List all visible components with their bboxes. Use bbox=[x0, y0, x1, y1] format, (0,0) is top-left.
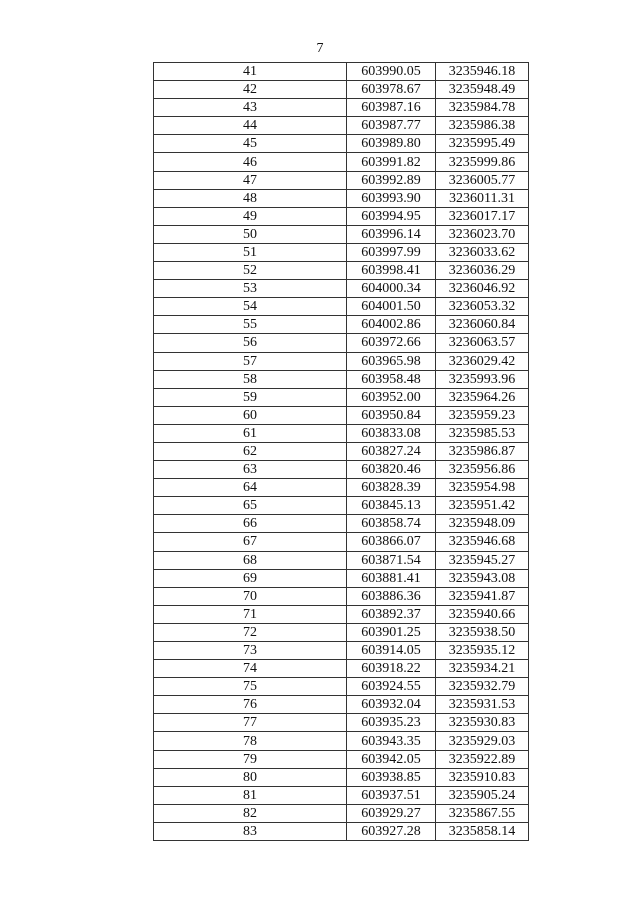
point-number-cell: 46 bbox=[154, 153, 347, 171]
table-row bbox=[154, 424, 529, 442]
table-row bbox=[154, 388, 529, 406]
y-coordinate-cell: 3236046.92 bbox=[436, 280, 529, 298]
x-coordinate-cell: 603924.55 bbox=[347, 678, 436, 696]
x-coordinate-cell: 603914.05 bbox=[347, 642, 436, 660]
x-coordinate-cell: 603845.13 bbox=[347, 497, 436, 515]
point-number-cell: 78 bbox=[154, 732, 347, 750]
y-coordinate-cell: 3236053.32 bbox=[436, 298, 529, 316]
y-coordinate-cell: 3235934.21 bbox=[436, 660, 529, 678]
y-coordinate-cell: 3235985.53 bbox=[436, 424, 529, 442]
x-coordinate-cell: 603866.07 bbox=[347, 533, 436, 551]
x-coordinate-cell: 604001.50 bbox=[347, 298, 436, 316]
table-row bbox=[154, 479, 529, 497]
table-row bbox=[154, 696, 529, 714]
y-coordinate-cell: 3236063.57 bbox=[436, 334, 529, 352]
x-coordinate-cell: 603929.27 bbox=[347, 804, 436, 822]
point-number-cell: 42 bbox=[154, 81, 347, 99]
table-row bbox=[154, 352, 529, 370]
table-row bbox=[154, 316, 529, 334]
table-row bbox=[154, 768, 529, 786]
x-coordinate-cell: 603871.54 bbox=[347, 551, 436, 569]
point-number-cell: 71 bbox=[154, 605, 347, 623]
table-row bbox=[154, 99, 529, 117]
x-coordinate-cell: 603901.25 bbox=[347, 623, 436, 641]
point-number-cell: 45 bbox=[154, 135, 347, 153]
x-coordinate-cell: 603935.23 bbox=[347, 714, 436, 732]
point-number-cell: 63 bbox=[154, 461, 347, 479]
x-coordinate-cell: 603827.24 bbox=[347, 442, 436, 460]
y-coordinate-cell: 3235946.68 bbox=[436, 533, 529, 551]
y-coordinate-cell: 3235956.86 bbox=[436, 461, 529, 479]
y-coordinate-cell: 3235929.03 bbox=[436, 732, 529, 750]
y-coordinate-cell: 3236023.70 bbox=[436, 225, 529, 243]
coordinates-table-body bbox=[154, 63, 529, 841]
y-coordinate-cell: 3236017.17 bbox=[436, 207, 529, 225]
y-coordinate-cell: 3235943.08 bbox=[436, 569, 529, 587]
table-row bbox=[154, 442, 529, 460]
y-coordinate-cell: 3235905.24 bbox=[436, 786, 529, 804]
table-row bbox=[154, 533, 529, 551]
point-number-cell: 68 bbox=[154, 551, 347, 569]
x-coordinate-cell: 603820.46 bbox=[347, 461, 436, 479]
point-number-cell: 56 bbox=[154, 334, 347, 352]
table-row bbox=[154, 623, 529, 641]
table-row bbox=[154, 678, 529, 696]
x-coordinate-cell: 603987.77 bbox=[347, 117, 436, 135]
table-row bbox=[154, 822, 529, 840]
point-number-cell: 52 bbox=[154, 262, 347, 280]
x-coordinate-cell: 603886.36 bbox=[347, 587, 436, 605]
point-number-cell: 82 bbox=[154, 804, 347, 822]
point-number-cell: 79 bbox=[154, 750, 347, 768]
y-coordinate-cell: 3235954.98 bbox=[436, 479, 529, 497]
x-coordinate-cell: 603972.66 bbox=[347, 334, 436, 352]
point-number-cell: 67 bbox=[154, 533, 347, 551]
y-coordinate-cell: 3235931.53 bbox=[436, 696, 529, 714]
table-row bbox=[154, 786, 529, 804]
table-row bbox=[154, 569, 529, 587]
y-coordinate-cell: 3235995.49 bbox=[436, 135, 529, 153]
point-number-cell: 66 bbox=[154, 515, 347, 533]
y-coordinate-cell: 3235986.38 bbox=[436, 117, 529, 135]
y-coordinate-cell: 3235930.83 bbox=[436, 714, 529, 732]
y-coordinate-cell: 3235935.12 bbox=[436, 642, 529, 660]
table-row bbox=[154, 732, 529, 750]
y-coordinate-cell: 3236036.29 bbox=[436, 262, 529, 280]
x-coordinate-cell: 603952.00 bbox=[347, 388, 436, 406]
point-number-cell: 48 bbox=[154, 189, 347, 207]
x-coordinate-cell: 604002.86 bbox=[347, 316, 436, 334]
y-coordinate-cell: 3236011.31 bbox=[436, 189, 529, 207]
x-coordinate-cell: 603881.41 bbox=[347, 569, 436, 587]
x-coordinate-cell: 603943.35 bbox=[347, 732, 436, 750]
x-coordinate-cell: 603994.95 bbox=[347, 207, 436, 225]
point-number-cell: 75 bbox=[154, 678, 347, 696]
table-row bbox=[154, 135, 529, 153]
table-row bbox=[154, 461, 529, 479]
point-number-cell: 69 bbox=[154, 569, 347, 587]
table-row bbox=[154, 243, 529, 261]
table-row bbox=[154, 153, 529, 171]
point-number-cell: 59 bbox=[154, 388, 347, 406]
y-coordinate-cell: 3235867.55 bbox=[436, 804, 529, 822]
table-row bbox=[154, 497, 529, 515]
y-coordinate-cell: 3235922.89 bbox=[436, 750, 529, 768]
page-number: 7 bbox=[316, 41, 324, 56]
y-coordinate-cell: 3235959.23 bbox=[436, 406, 529, 424]
point-number-cell: 62 bbox=[154, 442, 347, 460]
table-row bbox=[154, 207, 529, 225]
x-coordinate-cell: 603918.22 bbox=[347, 660, 436, 678]
point-number-cell: 80 bbox=[154, 768, 347, 786]
y-coordinate-cell: 3235938.50 bbox=[436, 623, 529, 641]
y-coordinate-cell: 3235993.96 bbox=[436, 370, 529, 388]
point-number-cell: 50 bbox=[154, 225, 347, 243]
y-coordinate-cell: 3235999.86 bbox=[436, 153, 529, 171]
table-row bbox=[154, 280, 529, 298]
table-row bbox=[154, 63, 529, 81]
table-row bbox=[154, 605, 529, 623]
table-row bbox=[154, 370, 529, 388]
x-coordinate-cell: 603993.90 bbox=[347, 189, 436, 207]
y-coordinate-cell: 3235984.78 bbox=[436, 99, 529, 117]
table-row bbox=[154, 171, 529, 189]
y-coordinate-cell: 3235858.14 bbox=[436, 822, 529, 840]
point-number-cell: 41 bbox=[154, 63, 347, 81]
x-coordinate-cell: 603978.67 bbox=[347, 81, 436, 99]
y-coordinate-cell: 3236029.42 bbox=[436, 352, 529, 370]
x-coordinate-cell: 603892.37 bbox=[347, 605, 436, 623]
table-row bbox=[154, 551, 529, 569]
x-coordinate-cell: 603950.84 bbox=[347, 406, 436, 424]
x-coordinate-cell: 603992.89 bbox=[347, 171, 436, 189]
point-number-cell: 61 bbox=[154, 424, 347, 442]
table-row bbox=[154, 642, 529, 660]
y-coordinate-cell: 3235948.49 bbox=[436, 81, 529, 99]
y-coordinate-cell: 3236060.84 bbox=[436, 316, 529, 334]
point-number-cell: 60 bbox=[154, 406, 347, 424]
y-coordinate-cell: 3235946.18 bbox=[436, 63, 529, 81]
coordinates-table bbox=[153, 62, 529, 841]
x-coordinate-cell: 603942.05 bbox=[347, 750, 436, 768]
point-number-cell: 57 bbox=[154, 352, 347, 370]
x-coordinate-cell: 603937.51 bbox=[347, 786, 436, 804]
x-coordinate-cell: 603927.28 bbox=[347, 822, 436, 840]
point-number-cell: 65 bbox=[154, 497, 347, 515]
point-number-cell: 64 bbox=[154, 479, 347, 497]
point-number-cell: 43 bbox=[154, 99, 347, 117]
y-coordinate-cell: 3235951.42 bbox=[436, 497, 529, 515]
point-number-cell: 44 bbox=[154, 117, 347, 135]
point-number-cell: 55 bbox=[154, 316, 347, 334]
x-coordinate-cell: 603998.41 bbox=[347, 262, 436, 280]
y-coordinate-cell: 3235932.79 bbox=[436, 678, 529, 696]
y-coordinate-cell: 3236005.77 bbox=[436, 171, 529, 189]
table-row bbox=[154, 804, 529, 822]
x-coordinate-cell: 603828.39 bbox=[347, 479, 436, 497]
point-number-cell: 83 bbox=[154, 822, 347, 840]
table-row bbox=[154, 714, 529, 732]
x-coordinate-cell: 603833.08 bbox=[347, 424, 436, 442]
point-number-cell: 73 bbox=[154, 642, 347, 660]
point-number-cell: 49 bbox=[154, 207, 347, 225]
x-coordinate-cell: 603989.80 bbox=[347, 135, 436, 153]
y-coordinate-cell: 3235964.26 bbox=[436, 388, 529, 406]
x-coordinate-cell: 603987.16 bbox=[347, 99, 436, 117]
point-number-cell: 76 bbox=[154, 696, 347, 714]
x-coordinate-cell: 603996.14 bbox=[347, 225, 436, 243]
table-row bbox=[154, 750, 529, 768]
y-coordinate-cell: 3235948.09 bbox=[436, 515, 529, 533]
y-coordinate-cell: 3235941.87 bbox=[436, 587, 529, 605]
table-row bbox=[154, 334, 529, 352]
table-row bbox=[154, 81, 529, 99]
point-number-cell: 74 bbox=[154, 660, 347, 678]
point-number-cell: 81 bbox=[154, 786, 347, 804]
table-row bbox=[154, 660, 529, 678]
y-coordinate-cell: 3236033.62 bbox=[436, 243, 529, 261]
x-coordinate-cell: 603932.04 bbox=[347, 696, 436, 714]
table-row bbox=[154, 406, 529, 424]
x-coordinate-cell: 603958.48 bbox=[347, 370, 436, 388]
x-coordinate-cell: 604000.34 bbox=[347, 280, 436, 298]
x-coordinate-cell: 603997.99 bbox=[347, 243, 436, 261]
table-row bbox=[154, 225, 529, 243]
table-row bbox=[154, 587, 529, 605]
point-number-cell: 77 bbox=[154, 714, 347, 732]
table-row bbox=[154, 515, 529, 533]
table-row bbox=[154, 189, 529, 207]
point-number-cell: 70 bbox=[154, 587, 347, 605]
y-coordinate-cell: 3235910.83 bbox=[436, 768, 529, 786]
point-number-cell: 47 bbox=[154, 171, 347, 189]
table-row bbox=[154, 117, 529, 135]
y-coordinate-cell: 3235986.87 bbox=[436, 442, 529, 460]
x-coordinate-cell: 603990.05 bbox=[347, 63, 436, 81]
point-number-cell: 54 bbox=[154, 298, 347, 316]
table-row bbox=[154, 262, 529, 280]
x-coordinate-cell: 603938.85 bbox=[347, 768, 436, 786]
x-coordinate-cell: 603965.98 bbox=[347, 352, 436, 370]
table-row bbox=[154, 298, 529, 316]
point-number-cell: 58 bbox=[154, 370, 347, 388]
point-number-cell: 72 bbox=[154, 623, 347, 641]
x-coordinate-cell: 603991.82 bbox=[347, 153, 436, 171]
y-coordinate-cell: 3235945.27 bbox=[436, 551, 529, 569]
point-number-cell: 53 bbox=[154, 280, 347, 298]
y-coordinate-cell: 3235940.66 bbox=[436, 605, 529, 623]
point-number-cell: 51 bbox=[154, 243, 347, 261]
x-coordinate-cell: 603858.74 bbox=[347, 515, 436, 533]
